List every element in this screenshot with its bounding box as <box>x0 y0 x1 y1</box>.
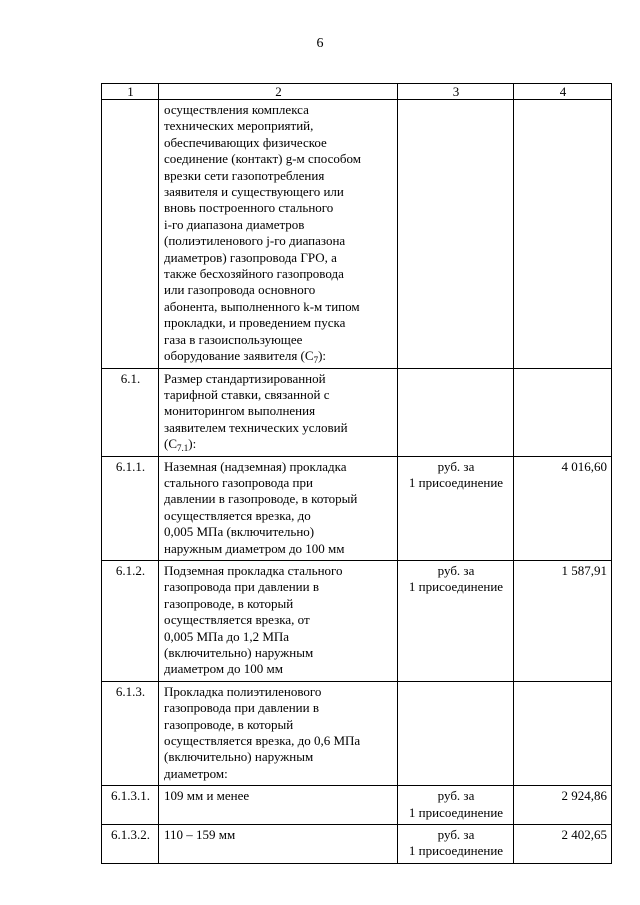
row-number: 6.1.1. <box>102 456 159 560</box>
row-number: 6.1.3. <box>102 681 159 785</box>
row-price: 2 924,86 <box>514 786 612 825</box>
table-row-6-1 <box>102 368 612 456</box>
continuation-subscript: 7 <box>313 355 319 366</box>
row-number: 6.1.3.2. <box>102 825 159 864</box>
row-description <box>159 100 398 369</box>
row-unit <box>398 681 514 785</box>
row-unit: руб. за 1 присоединение <box>398 456 514 560</box>
table-row-6-1-2 <box>102 560 612 681</box>
row-price <box>514 368 612 456</box>
row-number: 6.1.2. <box>102 560 159 681</box>
row-unit: руб. за 1 присоединение <box>398 786 514 825</box>
table-row-6-1-3-1 <box>102 786 612 825</box>
table-row-6-1-3-2 <box>102 825 612 864</box>
continuation-end: ): <box>318 348 327 364</box>
column-header-1: 1 <box>102 84 159 100</box>
row-6-1-end: ): <box>188 436 197 452</box>
row-description: Подземная прокладка стального газопровода при давлении в газопроводе, в который осуществляется врезка, от 0,005 МПа до 1,2 МПа (включительно) наружным диаметром до 100 мм <box>159 560 398 681</box>
row-description: 109 мм и менее <box>159 786 398 825</box>
row-number <box>102 100 159 369</box>
column-header-3: 3 <box>398 84 514 100</box>
row-unit <box>398 368 514 456</box>
continuation-text: осуществления комплекса технических мероприятий, обеспечивающих физическое соединение (контакт) g-м способом врезки сети газопотребления заявителя и существующего или вновь построенного стального i-го диапазона диаметров (полиэтиленового j-го диапазона диаметров) газопровода ГРО, а также бесхозяйного газопровода или газопровода основного абонента, выполненного k-м типом прокладки, и проведением пуска газа в газоиспользующее оборудование заявителя (С <box>164 102 361 364</box>
table-row-continuation <box>102 100 612 369</box>
row-unit: руб. за 1 присоединение <box>398 560 514 681</box>
tariff-table <box>101 83 612 864</box>
row-price: 4 016,60 <box>514 456 612 560</box>
row-6-1-subscript: 7.1 <box>177 443 189 454</box>
row-description: Наземная (надземная) прокладка стального газопровода при давлении в газопроводе, в который осуществляется врезка, до 0,005 МПа (включительно) наружным диаметром до 100 мм <box>159 456 398 560</box>
row-6-1-text: Размер стандартизированной тарифной ставки, связанной с мониторингом выполнения заявителем технических условий (С <box>164 370 348 452</box>
column-header-4: 4 <box>514 84 612 100</box>
table-row-6-1-1 <box>102 456 612 560</box>
row-price: 2 402,65 <box>514 825 612 864</box>
row-description: 110 – 159 мм <box>159 825 398 864</box>
row-price <box>514 100 612 369</box>
row-number: 6.1. <box>102 368 159 456</box>
table-row-6-1-3 <box>102 681 612 785</box>
row-unit <box>398 100 514 369</box>
table-header-row <box>102 84 612 100</box>
page-number: 6 <box>316 36 324 51</box>
row-price: 1 587,91 <box>514 560 612 681</box>
row-price <box>514 681 612 785</box>
row-unit: руб. за 1 присоединение <box>398 825 514 864</box>
row-description <box>159 368 398 456</box>
row-number: 6.1.3.1. <box>102 786 159 825</box>
column-header-2: 2 <box>159 84 398 100</box>
row-description: Прокладка полиэтиленового газопровода при давлении в газопроводе, в который осуществляется врезка, до 0,6 МПа (включительно) наружным диаметром: <box>159 681 398 785</box>
